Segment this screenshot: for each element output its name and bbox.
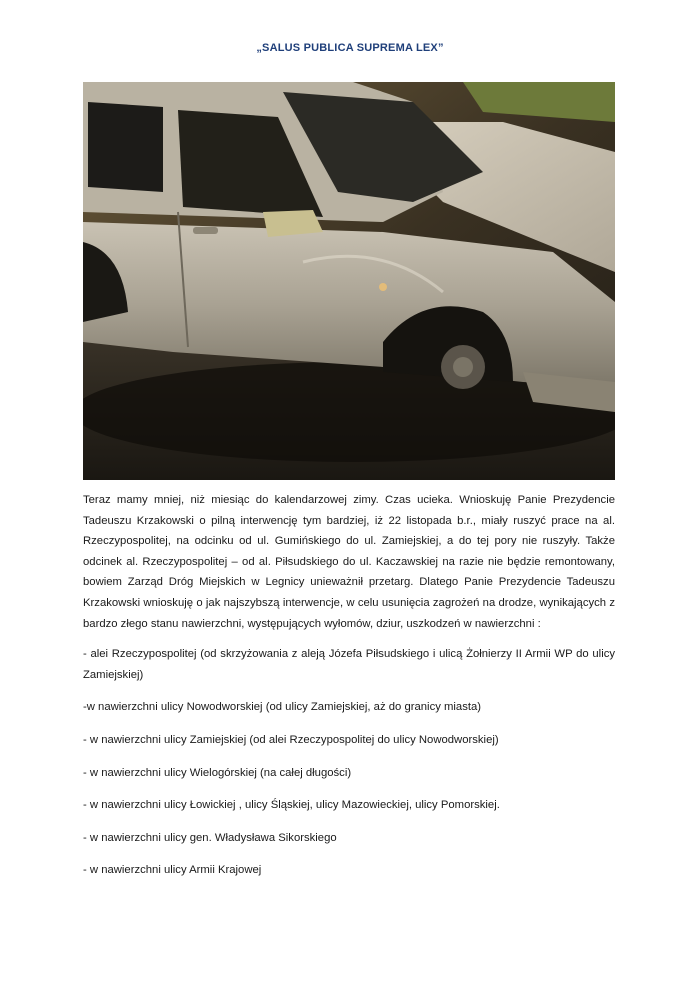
list-item: - w nawierzchni ulicy Zamiejskiej (od alei Rzeczypospolitej do ulicy Nowodworskiej) xyxy=(83,733,499,746)
document-header-title: „SALUS PUBLICA SUPREMA LEX” xyxy=(256,42,444,54)
list-item: - w nawierzchni ulicy Wielogórskiej (na całej długości) xyxy=(83,766,352,779)
list-item: -w nawierzchni ulicy Nowodworskiej (od ulicy Zamiejskiej, aż do granicy miasta) xyxy=(83,701,482,714)
street-list xyxy=(83,644,615,881)
car-damage-photo xyxy=(83,82,615,480)
letter-body xyxy=(83,490,615,893)
car-photo-illustration xyxy=(83,82,615,480)
list-item: - alei Rzeczypospolitej (od skrzyżowania z aleją Józefa Piłsudskiego i ulicą Żołnierzy II Armii WP do ulicy Zamiejskiej) xyxy=(83,648,615,681)
intro-paragraph: Teraz mamy mniej, niż miesiąc do kalendarzowej zimy. Czas ucieka. Wnioskuję Panie Prezydencie Tadeuszu Krzakowski o pilną interwencję tym bardziej, iż 22 listopada b.r., miały ruszyć prace na al. Rzeczypospolitej, na odcinku od ul. Gumińskiego do ul. Zamiejskiej, a do tej pory nie ruszyły. Także odcinek al. Rzeczypospolitej – od al. Piłsudskiego do ul. Kaczawskiej na razie nie będzie remontowany, bowiem Zarząd Dróg Miejskich w Legnicy unieważnił przetarg. Dlatego Panie Prezydencie Tadeuszu Krzakowski wnioskuję o jak najszybszą interwencje, w celu usunięcia zagrożeń na drodze, wynikających z bardzo złego stanu nawierzchni, występujących wyłomów, dziur, uszkodzeń w nawierzchni : xyxy=(83,494,615,630)
list-item: - w nawierzchni ulicy Łowickiej , ulicy Śląskiej, ulicy Mazowieckiej, ulicy Pomorskiej. xyxy=(83,799,500,812)
list-item: - w nawierzchni ulicy gen. Władysława Sikorskiego xyxy=(83,831,337,844)
list-item: - w nawierzchni ulicy Armii Krajowej xyxy=(83,864,262,877)
